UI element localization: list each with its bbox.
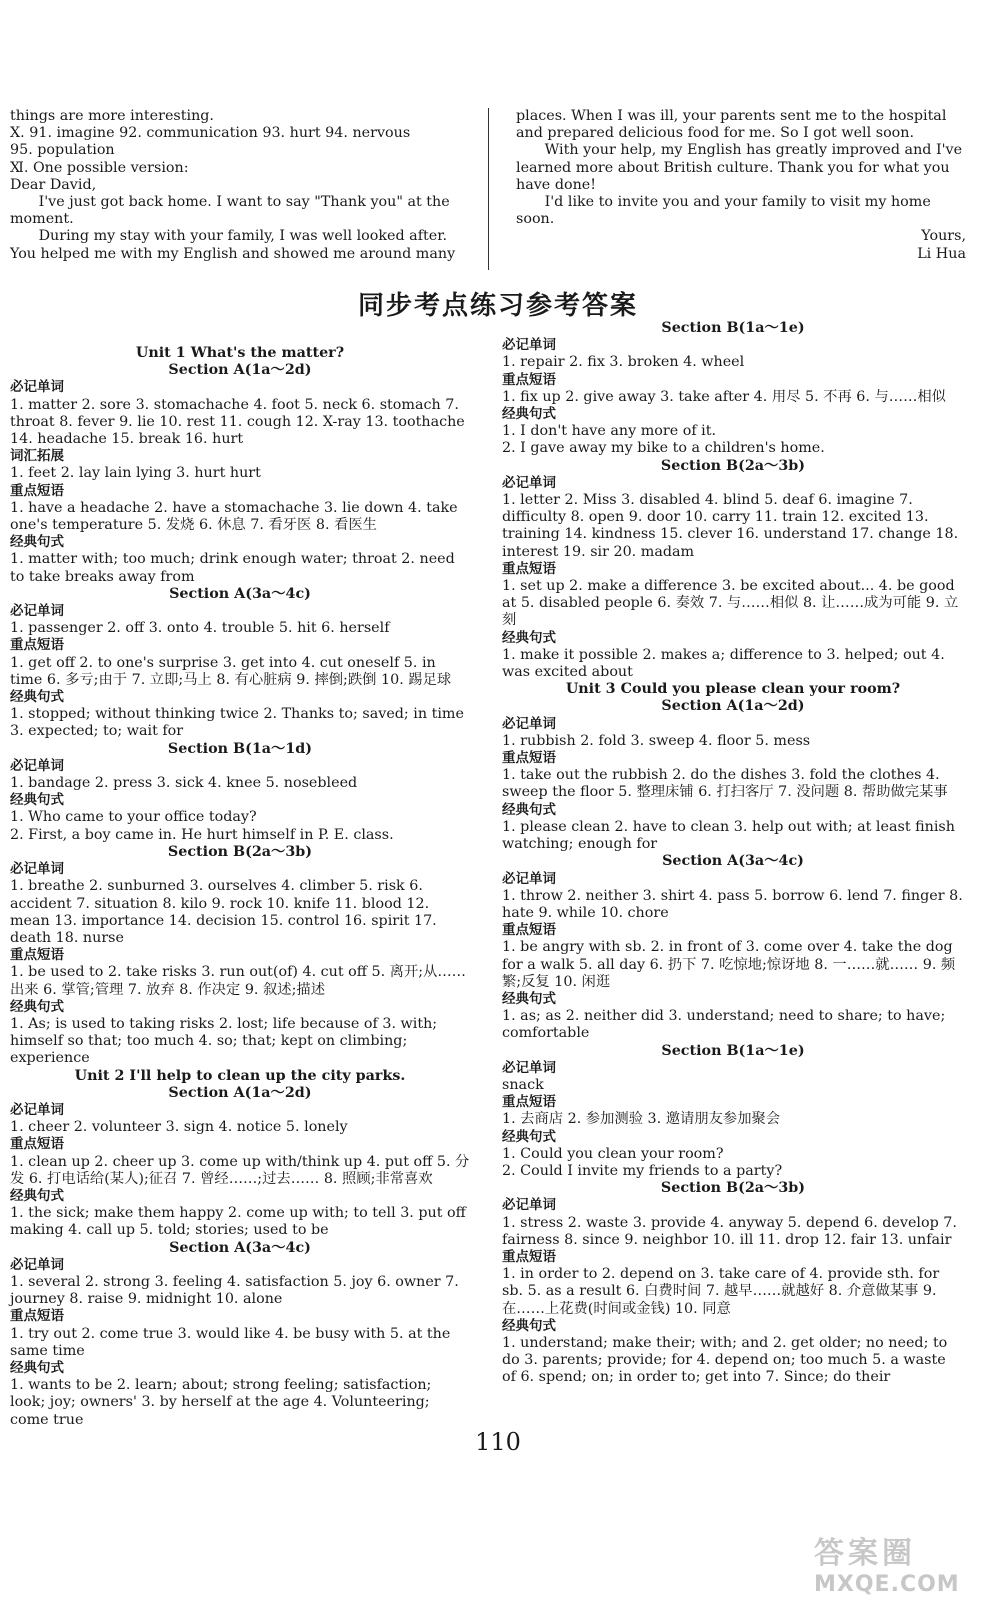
section-heading: 重点短语	[10, 947, 64, 964]
section-heading: 词汇拓展	[10, 448, 64, 465]
text-line: Ⅹ. 91. imagine 92. communication 93. hurt 94. nervous	[10, 125, 411, 142]
text-line: 1. stopped; without thinking twice 2. Thanks to; saved; in time 3. expected; to; wait for	[10, 706, 464, 740]
section-heading: 必记单词	[10, 1256, 64, 1273]
section-title: Section B(2a～3b)	[660, 1180, 806, 1197]
text-line: 1. the sick; make them happy 2. come up with; to tell 3. put off making 4. call up 5. told; stories; used to be	[10, 1205, 466, 1239]
signature-line: Yours,	[921, 228, 966, 245]
top-left-column	[10, 108, 466, 263]
text-line: 2. Could I invite my friends to a party?	[502, 1162, 783, 1179]
text-line: 1. as; as 2. neither did 3. understand; need to share; to have; comfortable	[502, 1008, 946, 1042]
text-line: 1. several 2. strong 3. feeling 4. satisfaction 5. joy 6. owner 7. journey 8. raise 9. midnight 10. alone	[10, 1273, 459, 1308]
section-heading: 必记单词	[502, 1059, 556, 1076]
text-line: 1. I don't have any more of it.	[502, 423, 717, 440]
text-line: 1. matter 2. sore 3. stomachache 4. foot 5. neck 6. stomach 7. throat 8. fever 9. lie 10. rest 11. cough 12. X-ray 13. toothache 14. headache 15. break 16. hurt	[10, 396, 465, 448]
section-heading: 重点短语	[10, 1136, 64, 1153]
section-heading: 必记单词	[502, 337, 556, 354]
text-line: 1. matter with; too much; drink enough water; throat 2. need to take breaks away from	[10, 551, 455, 585]
paragraph: I'd like to invite you and your family to visit my home soon.	[516, 194, 931, 228]
section-heading: 经典句式	[10, 534, 64, 551]
section-heading: 重点短语	[502, 1248, 556, 1265]
text-line: Dear David,	[10, 176, 97, 193]
section-heading: 必记单词	[10, 757, 64, 774]
text-line: 1. understand; make their; with; and 2. get older; no need; to do 3. parents; provide; for 4. depend on; too much 5. a waste of 6. spend; on; in order to; get into 7. Since; do their	[502, 1334, 948, 1386]
section-heading: 经典句式	[502, 801, 556, 818]
section-heading: 重点短语	[502, 750, 556, 767]
paragraph: I've just got back home. I want to say "Thank you" at the moment.	[10, 194, 450, 228]
section-heading: 经典句式	[10, 689, 64, 706]
section-heading: 必记单词	[502, 1197, 556, 1214]
text-line: Ⅺ. One possible version:	[10, 159, 189, 176]
text-line: 1. make it possible 2. makes a; difference to 3. helped; out 4. was excited about	[502, 646, 945, 681]
paragraph: During my stay with your family, I was well looked after. You helped me with my English and showed me around many	[10, 228, 456, 262]
section-heading: 必记单词	[10, 861, 64, 878]
top-right-column	[516, 108, 966, 263]
text-line: 1. clean up 2. cheer up 3. come up with/think up 4. put off 5. 分发 6. 打电话给(某人);征召 7. 曾经……;过去…… 8. 照顾;非常喜欢	[10, 1153, 470, 1187]
section-heading: 经典句式	[502, 629, 556, 646]
section-heading: 经典句式	[10, 998, 64, 1015]
text-line: 1. take out the rubbish 2. do the dishes 3. fold the clothes 4. sweep the floor 5. 整理床铺 6. 打扫客厅 7. 没问题 8. 帮助做完某事	[502, 767, 948, 801]
signature-line: Li Hua	[917, 245, 966, 262]
text-line: 1. stress 2. waste 3. provide 4. anyway 5. depend 6. develop 7. fairness 8. since 9. neighbor 10. ill 11. drop 12. fair 13. unfair	[502, 1214, 957, 1248]
text-line: 1. please clean 2. have to clean 3. help out with; at least finish watching; enough for	[502, 818, 955, 853]
section-heading: 必记单词	[10, 603, 64, 620]
section-title: Section A(1a～2d)	[168, 362, 312, 379]
text-line: 1. set up 2. make a difference 3. be excited about... 4. be good at 5. disabled people 6. 奏效 7. 与……相似 8. 让……成为可能 9. 立刻	[502, 578, 959, 629]
section-heading: 经典句式	[502, 406, 556, 423]
section-heading: 重点短语	[502, 371, 556, 388]
watermark-en: MXQE.COM	[814, 1572, 960, 1597]
text-line: 1. get off 2. to one's surprise 3. get into 4. cut oneself 5. in time 6. 多亏;由于 7. 立即;马上 8. 有心脏病 9. 摔倒;跌倒 10. 踢足球	[10, 654, 452, 688]
section-heading: 重点短语	[502, 922, 556, 939]
page-number: 110	[475, 1428, 521, 1456]
text-line: 1. in order to 2. depend on 3. take care of 4. provide sth. for sb. 5. as a result 6. 白费时间 7. 越早……就越好 8. 介意做某事 9. 在……上花费(时间或金钱) 10. 同意	[502, 1266, 940, 1317]
text-line: 1. As; is used to taking risks 2. lost; life because of 3. with; himself so that; too much 4. so; that; kept on climbing; experience	[10, 1015, 438, 1067]
text-line: things are more interesting.	[10, 108, 214, 124]
paragraph: With your help, my English has greatly improved and I've learned more about British culture. Thank you for what you have done!	[516, 142, 963, 193]
section-heading: 必记单词	[10, 379, 64, 396]
section-heading: 重点短语	[502, 560, 556, 577]
text-line: 2. I gave away my bike to a children's home.	[502, 440, 825, 457]
text-line: 1. passenger 2. off 3. onto 4. trouble 5. hit 6. herself	[10, 620, 390, 637]
section-heading: 重点短语	[10, 482, 64, 499]
unit-title: Unit 2 I'll help to clean up the city parks.	[74, 1067, 406, 1084]
text-line: 1. have a headache 2. have a stomachache 3. lie down 4. take one's temperature 5. 发烧 6. 休息 7. 看牙医 8. 看医生	[10, 499, 458, 534]
text-line: 1. be angry with sb. 2. in front of 3. come over 4. take the dog for a walk 5. all day 6. 扔下 7. 吃惊地;惊讶地 8. 一……就…… 9. 频繁;反复 10. 闲逛	[502, 939, 956, 990]
text-line: 1. wants to be 2. learn; about; strong feeling; satisfaction; look; joy; owners' 3. by herself at the age 4. Volunteering; come true	[10, 1377, 432, 1428]
text-line: 1. throw 2. neither 3. shirt 4. pass 5. borrow 6. lend 7. finger 8. hate 9. while 10. chore	[502, 887, 963, 921]
text-line: places. When I was ill, your parents sent me to the hospital and prepared delicious food for me. So I got well soon.	[516, 108, 947, 142]
text-line: 1. 去商店 2. 参加测验 3. 邀请朋友参加聚会	[502, 1111, 781, 1128]
section-title: Section A(3a～4c)	[662, 853, 804, 870]
section-title: Section B(1a～1e)	[661, 1042, 805, 1059]
section-heading: 重点短语	[502, 1094, 556, 1111]
text-line: 2. First, a boy came in. He hurt himself in P. E. class.	[10, 826, 394, 843]
unit-title: Unit 3 Could you please clean your room?	[565, 681, 901, 698]
right-answer-column	[502, 320, 964, 1387]
column-divider	[488, 108, 489, 270]
unit-title: Unit 1 What's the matter?	[135, 345, 345, 361]
text-line: 1. rubbish 2. fold 3. sweep 4. floor 5. mess	[502, 732, 811, 749]
text-line: snack	[502, 1076, 544, 1093]
section-heading: 重点短语	[10, 637, 64, 654]
watermark-logo	[814, 1528, 982, 1597]
section-heading: 必记单词	[10, 1101, 64, 1118]
text-line: 1. feet 2. lay lain lying 3. hurt hurt	[10, 465, 261, 482]
section-title: Section A(3a～4c)	[169, 1239, 311, 1256]
section-heading: 经典句式	[502, 1317, 556, 1334]
section-title: Section B(2a～3b)	[660, 457, 806, 474]
watermark-cn: 答案圈	[814, 1536, 916, 1571]
text-line: 1. cheer 2. volunteer 3. sign 4. notice 5. lonely	[10, 1119, 348, 1136]
section-heading: 经典句式	[10, 1359, 64, 1376]
section-heading: 经典句式	[502, 990, 556, 1007]
section-title: Section B(2a～3b)	[167, 843, 313, 860]
text-line: 1. try out 2. come true 3. would like 4. be busy with 5. at the same time	[10, 1325, 451, 1359]
text-line: 1. fix up 2. give away 3. take after 4. 用尽 5. 不再 6. 与……相似	[502, 388, 946, 405]
left-answer-column	[10, 345, 470, 1429]
section-heading: 经典句式	[10, 1187, 64, 1204]
text-line: 1. be used to 2. take risks 3. run out(of) 4. cut off 5. 离开;从……出来 6. 掌管;管理 7. 放弃 8. 作决定 9. 叙述;描述	[10, 964, 466, 998]
section-heading: 经典句式	[10, 792, 64, 809]
text-line: 1. Who came to your office today?	[10, 809, 257, 826]
page-title: 同步考点练习参考答案	[357, 291, 638, 321]
section-title: Section B(1a～1d)	[167, 740, 313, 757]
text-line: 1. Could you clean your room?	[502, 1145, 724, 1162]
section-heading: 重点短语	[10, 1308, 64, 1325]
section-heading: 必记单词	[502, 715, 556, 732]
section-heading: 必记单词	[502, 870, 556, 887]
text-line: 95. population	[10, 142, 115, 159]
text-line: 1. breathe 2. sunburned 3. ourselves 4. climber 5. risk 6. accident 7. situation 8. kilo 9. rock 10. knife 11. blood 12. mean 13. importance 14. decision 15. control 16. spirit 17. death 18. nurse	[10, 878, 437, 946]
text-line: 1. repair 2. fix 3. broken 4. wheel	[502, 354, 745, 371]
section-heading: 必记单词	[502, 474, 556, 491]
section-heading: 经典句式	[502, 1128, 556, 1145]
text-line: 1. bandage 2. press 3. sick 4. knee 5. nosebleed	[10, 775, 358, 792]
section-title: Section B(1a～1e)	[661, 320, 805, 336]
section-title: Section A(3a～4c)	[169, 585, 311, 602]
text-line: 1. letter 2. Miss 3. disabled 4. blind 5. deaf 6. imagine 7. difficulty 8. open 9. door 10. carry 11. train 12. excited 13. training 14. kindness 15. clever 16. understand 17. change 18. interest 19. sir 20. madam	[502, 492, 959, 560]
section-title: Section A(1a～2d)	[168, 1084, 312, 1101]
section-title: Section A(1a～2d)	[661, 698, 805, 715]
